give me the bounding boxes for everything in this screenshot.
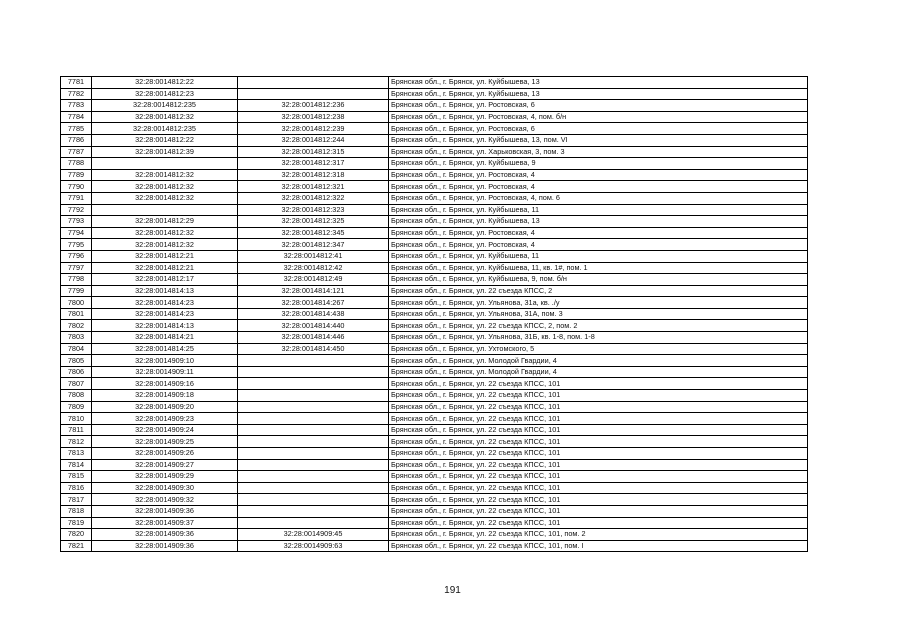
object-cadastral-number-cell — [238, 355, 389, 367]
address-cell: Брянская обл., г. Брянск, ул. 22 съезда КПСС, 101 — [389, 494, 808, 506]
parcel-cadastral-number-cell: 32:28:0014812:235 — [92, 100, 238, 112]
table-row — [61, 424, 808, 436]
object-cadastral-number-cell: 32:28:0014812:315 — [238, 146, 389, 158]
row-number-cell: 7786 — [61, 134, 92, 146]
address-cell: Брянская обл., г. Брянск, ул. Молодой Гвардии, 4 — [389, 366, 808, 378]
address-cell: Брянская обл., г. Брянск, ул. Ухтомского, 5 — [389, 343, 808, 355]
row-number-cell: 7809 — [61, 401, 92, 413]
table-row — [61, 343, 808, 355]
address-cell: Брянская обл., г. Брянск, ул. 22 съезда КПСС, 101, пом. I — [389, 540, 808, 552]
row-number-cell: 7793 — [61, 216, 92, 228]
address-cell: Брянская обл., г. Брянск, ул. Куйбышева, 9, пом. б/н — [389, 274, 808, 286]
parcel-cadastral-number-cell: 32:28:0014909:10 — [92, 355, 238, 367]
table-row — [61, 204, 808, 216]
object-cadastral-number-cell: 32:28:0014812:244 — [238, 134, 389, 146]
object-cadastral-number-cell — [238, 88, 389, 100]
table-row — [61, 308, 808, 320]
row-number-cell: 7783 — [61, 100, 92, 112]
table-row — [61, 366, 808, 378]
object-cadastral-number-cell — [238, 390, 389, 402]
table-row — [61, 262, 808, 274]
table-row — [61, 529, 808, 541]
parcel-cadastral-number-cell: 32:28:0014909:29 — [92, 471, 238, 483]
row-number-cell: 7805 — [61, 355, 92, 367]
row-number-cell: 7819 — [61, 517, 92, 529]
address-cell: Брянская обл., г. Брянск, ул. 22 съезда КПСС, 101 — [389, 505, 808, 517]
row-number-cell: 7817 — [61, 494, 92, 506]
parcel-cadastral-number-cell: 32:28:0014909:20 — [92, 401, 238, 413]
address-cell: Брянская обл., г. Брянск, ул. 22 съезда КПСС, 2 — [389, 285, 808, 297]
row-number-cell: 7812 — [61, 436, 92, 448]
row-number-cell: 7799 — [61, 285, 92, 297]
row-number-cell: 7801 — [61, 308, 92, 320]
address-cell: Брянская обл., г. Брянск, ул. Куйбышева, 11, кв. 1#, пом. 1 — [389, 262, 808, 274]
table-row — [61, 471, 808, 483]
table-row — [61, 448, 808, 460]
row-number-cell: 7816 — [61, 482, 92, 494]
parcel-cadastral-number-cell: 32:28:0014909:11 — [92, 366, 238, 378]
table-row — [61, 517, 808, 529]
row-number-cell: 7808 — [61, 390, 92, 402]
table-row — [61, 181, 808, 193]
object-cadastral-number-cell: 32:28:0014812:49 — [238, 274, 389, 286]
object-cadastral-number-cell: 32:28:0014909:45 — [238, 529, 389, 541]
table-row — [61, 169, 808, 181]
parcel-cadastral-number-cell: 32:28:0014814:13 — [92, 285, 238, 297]
address-cell: Брянская обл., г. Брянск, ул. 22 съезда КПСС, 101 — [389, 471, 808, 483]
parcel-cadastral-number-cell: 32:28:0014909:25 — [92, 436, 238, 448]
address-cell: Брянская обл., г. Брянск, ул. Ульянова, 31А, пом. 3 — [389, 308, 808, 320]
table-row — [61, 459, 808, 471]
table-row — [61, 146, 808, 158]
row-number-cell: 7794 — [61, 227, 92, 239]
parcel-cadastral-number-cell: 32:28:0014814:13 — [92, 320, 238, 332]
parcel-cadastral-number-cell: 32:28:0014909:32 — [92, 494, 238, 506]
row-number-cell: 7784 — [61, 111, 92, 123]
row-number-cell: 7789 — [61, 169, 92, 181]
table-row — [61, 123, 808, 135]
address-cell: Брянская обл., г. Брянск, ул. Ростовская, 4 — [389, 239, 808, 251]
row-number-cell: 7795 — [61, 239, 92, 251]
table-row — [61, 494, 808, 506]
address-cell: Брянская обл., г. Брянск, ул. Куйбышева, 11 — [389, 250, 808, 262]
row-number-cell: 7813 — [61, 448, 92, 460]
row-number-cell: 7820 — [61, 529, 92, 541]
address-cell: Брянская обл., г. Брянск, ул. Ростовская, 4 — [389, 227, 808, 239]
object-cadastral-number-cell — [238, 77, 389, 89]
object-cadastral-number-cell: 32:28:0014812:318 — [238, 169, 389, 181]
address-cell: Брянская обл., г. Брянск, ул. 22 съезда КПСС, 101 — [389, 517, 808, 529]
row-number-cell: 7785 — [61, 123, 92, 135]
parcel-cadastral-number-cell: 32:28:0014909:18 — [92, 390, 238, 402]
address-cell: Брянская обл., г. Брянск, ул. Молодой Гвардии, 4 — [389, 355, 808, 367]
parcel-cadastral-number-cell — [92, 158, 238, 170]
page-number: 191 — [444, 585, 461, 596]
object-cadastral-number-cell — [238, 482, 389, 494]
object-cadastral-number-cell — [238, 471, 389, 483]
address-cell: Брянская обл., г. Брянск, ул. 22 съезда КПСС, 101 — [389, 482, 808, 494]
address-cell: Брянская обл., г. Брянск, ул. Ульянова, 31Б, кв. 1-8, пом. 1-8 — [389, 332, 808, 344]
parcel-cadastral-number-cell: 32:28:0014814:21 — [92, 332, 238, 344]
table-row — [61, 285, 808, 297]
table-row — [61, 413, 808, 425]
address-cell: Брянская обл., г. Брянск, ул. Ростовская, 4 — [389, 169, 808, 181]
property-register-table — [60, 76, 808, 552]
table-row — [61, 505, 808, 517]
parcel-cadastral-number-cell: 32:28:0014812:235 — [92, 123, 238, 135]
object-cadastral-number-cell — [238, 436, 389, 448]
address-cell: Брянская обл., г. Брянск, ул. Ростовская, 6 — [389, 123, 808, 135]
address-cell: Брянская обл., г. Брянск, ул. 22 съезда КПСС, 101 — [389, 390, 808, 402]
parcel-cadastral-number-cell: 32:28:0014812:22 — [92, 134, 238, 146]
address-cell: Брянская обл., г. Брянск, ул. Ростовская, 4, пом. б/н — [389, 111, 808, 123]
table-row — [61, 88, 808, 100]
table-row — [61, 355, 808, 367]
address-cell: Брянская обл., г. Брянск, ул. 22 съезда КПСС, 101 — [389, 448, 808, 460]
table-row — [61, 250, 808, 262]
row-number-cell: 7806 — [61, 366, 92, 378]
row-number-cell: 7790 — [61, 181, 92, 193]
parcel-cadastral-number-cell — [92, 204, 238, 216]
table-row — [61, 216, 808, 228]
table-row — [61, 540, 808, 552]
table-row — [61, 158, 808, 170]
parcel-cadastral-number-cell: 32:28:0014812:21 — [92, 262, 238, 274]
object-cadastral-number-cell: 32:28:0014814:438 — [238, 308, 389, 320]
address-cell: Брянская обл., г. Брянск, ул. 22 съезда КПСС, 101 — [389, 424, 808, 436]
object-cadastral-number-cell — [238, 505, 389, 517]
row-number-cell: 7796 — [61, 250, 92, 262]
object-cadastral-number-cell: 32:28:0014812:236 — [238, 100, 389, 112]
parcel-cadastral-number-cell: 32:28:0014909:26 — [92, 448, 238, 460]
address-cell: Брянская обл., г. Брянск, ул. Куйбышева, 13 — [389, 88, 808, 100]
object-cadastral-number-cell: 32:28:0014812:325 — [238, 216, 389, 228]
parcel-cadastral-number-cell: 32:28:0014909:16 — [92, 378, 238, 390]
object-cadastral-number-cell: 32:28:0014812:317 — [238, 158, 389, 170]
object-cadastral-number-cell: 32:28:0014812:347 — [238, 239, 389, 251]
parcel-cadastral-number-cell: 32:28:0014812:32 — [92, 181, 238, 193]
address-cell: Брянская обл., г. Брянск, ул. Куйбышева, 9 — [389, 158, 808, 170]
address-cell: Брянская обл., г. Брянск, ул. Ростовская, 4 — [389, 181, 808, 193]
table-row — [61, 239, 808, 251]
table-row — [61, 332, 808, 344]
table-row — [61, 111, 808, 123]
address-cell: Брянская обл., г. Брянск, ул. 22 съезда КПСС, 101 — [389, 436, 808, 448]
parcel-cadastral-number-cell: 32:28:0014812:32 — [92, 227, 238, 239]
object-cadastral-number-cell: 32:28:0014812:322 — [238, 192, 389, 204]
row-number-cell: 7800 — [61, 297, 92, 309]
parcel-cadastral-number-cell: 32:28:0014814:23 — [92, 297, 238, 309]
row-number-cell: 7802 — [61, 320, 92, 332]
object-cadastral-number-cell — [238, 401, 389, 413]
table-row — [61, 378, 808, 390]
parcel-cadastral-number-cell: 32:28:0014909:23 — [92, 413, 238, 425]
row-number-cell: 7821 — [61, 540, 92, 552]
object-cadastral-number-cell — [238, 424, 389, 436]
object-cadastral-number-cell: 32:28:0014812:238 — [238, 111, 389, 123]
object-cadastral-number-cell: 32:28:0014812:41 — [238, 250, 389, 262]
row-number-cell: 7818 — [61, 505, 92, 517]
address-cell: Брянская обл., г. Брянск, ул. Куйбышева, 13 — [389, 77, 808, 89]
row-number-cell: 7792 — [61, 204, 92, 216]
row-number-cell: 7787 — [61, 146, 92, 158]
object-cadastral-number-cell — [238, 494, 389, 506]
parcel-cadastral-number-cell: 32:28:0014909:36 — [92, 540, 238, 552]
parcel-cadastral-number-cell: 32:28:0014812:32 — [92, 111, 238, 123]
object-cadastral-number-cell: 32:28:0014812:323 — [238, 204, 389, 216]
table-row — [61, 77, 808, 89]
object-cadastral-number-cell — [238, 413, 389, 425]
parcel-cadastral-number-cell: 32:28:0014814:23 — [92, 308, 238, 320]
table-row — [61, 297, 808, 309]
table-row — [61, 436, 808, 448]
object-cadastral-number-cell — [238, 459, 389, 471]
object-cadastral-number-cell: 32:28:0014812:239 — [238, 123, 389, 135]
parcel-cadastral-number-cell: 32:28:0014909:27 — [92, 459, 238, 471]
object-cadastral-number-cell — [238, 366, 389, 378]
address-cell: Брянская обл., г. Брянск, ул. 22 съезда КПСС, 101, пом. 2 — [389, 529, 808, 541]
address-cell: Брянская обл., г. Брянск, ул. Куйбышева, 13 — [389, 216, 808, 228]
parcel-cadastral-number-cell: 32:28:0014812:29 — [92, 216, 238, 228]
parcel-cadastral-number-cell: 32:28:0014812:32 — [92, 169, 238, 181]
table-row — [61, 401, 808, 413]
address-cell: Брянская обл., г. Брянск, ул. 22 съезда КПСС, 2, пом. 2 — [389, 320, 808, 332]
row-number-cell: 7810 — [61, 413, 92, 425]
address-cell: Брянская обл., г. Брянск, ул. 22 съезда КПСС, 101 — [389, 413, 808, 425]
table-row — [61, 192, 808, 204]
address-cell: Брянская обл., г. Брянск, ул. Куйбышева, 11 — [389, 204, 808, 216]
parcel-cadastral-number-cell: 32:28:0014812:23 — [92, 88, 238, 100]
table-row — [61, 320, 808, 332]
table-row — [61, 227, 808, 239]
parcel-cadastral-number-cell: 32:28:0014812:32 — [92, 239, 238, 251]
object-cadastral-number-cell — [238, 448, 389, 460]
address-cell: Брянская обл., г. Брянск, ул. Ростовская, 4, пом. 6 — [389, 192, 808, 204]
parcel-cadastral-number-cell: 32:28:0014812:21 — [92, 250, 238, 262]
object-cadastral-number-cell: 32:28:0014812:42 — [238, 262, 389, 274]
object-cadastral-number-cell — [238, 378, 389, 390]
object-cadastral-number-cell: 32:28:0014909:63 — [238, 540, 389, 552]
address-cell: Брянская обл., г. Брянск, ул. 22 съезда КПСС, 101 — [389, 378, 808, 390]
row-number-cell: 7804 — [61, 343, 92, 355]
row-number-cell: 7782 — [61, 88, 92, 100]
object-cadastral-number-cell: 32:28:0014812:321 — [238, 181, 389, 193]
table-row — [61, 274, 808, 286]
object-cadastral-number-cell: 32:28:0014814:450 — [238, 343, 389, 355]
object-cadastral-number-cell: 32:28:0014814:267 — [238, 297, 389, 309]
row-number-cell: 7791 — [61, 192, 92, 204]
register-sheet — [60, 76, 808, 552]
parcel-cadastral-number-cell: 32:28:0014814:25 — [92, 343, 238, 355]
address-cell: Брянская обл., г. Брянск, ул. Ростовская, 6 — [389, 100, 808, 112]
row-number-cell: 7781 — [61, 77, 92, 89]
address-cell: Брянская обл., г. Брянск, ул. 22 съезда КПСС, 101 — [389, 401, 808, 413]
parcel-cadastral-number-cell: 32:28:0014812:32 — [92, 192, 238, 204]
row-number-cell: 7811 — [61, 424, 92, 436]
parcel-cadastral-number-cell: 32:28:0014909:30 — [92, 482, 238, 494]
object-cadastral-number-cell — [238, 517, 389, 529]
row-number-cell: 7797 — [61, 262, 92, 274]
table-row — [61, 100, 808, 112]
object-cadastral-number-cell: 32:28:0014814:121 — [238, 285, 389, 297]
object-cadastral-number-cell: 32:28:0014814:440 — [238, 320, 389, 332]
address-cell: Брянская обл., г. Брянск, ул. 22 съезда КПСС, 101 — [389, 459, 808, 471]
object-cadastral-number-cell: 32:28:0014812:345 — [238, 227, 389, 239]
address-cell: Брянская обл., г. Брянск, ул. Харьковская, 3, пом. 3 — [389, 146, 808, 158]
table-row — [61, 134, 808, 146]
parcel-cadastral-number-cell: 32:28:0014909:36 — [92, 529, 238, 541]
row-number-cell: 7803 — [61, 332, 92, 344]
table-row — [61, 390, 808, 402]
parcel-cadastral-number-cell: 32:28:0014909:36 — [92, 505, 238, 517]
parcel-cadastral-number-cell: 32:28:0014909:37 — [92, 517, 238, 529]
object-cadastral-number-cell: 32:28:0014814:446 — [238, 332, 389, 344]
register-table-body — [61, 77, 808, 552]
parcel-cadastral-number-cell: 32:28:0014812:39 — [92, 146, 238, 158]
address-cell: Брянская обл., г. Брянск, ул. Ульянова, 31а, кв. ./у — [389, 297, 808, 309]
row-number-cell: 7814 — [61, 459, 92, 471]
row-number-cell: 7788 — [61, 158, 92, 170]
parcel-cadastral-number-cell: 32:28:0014909:24 — [92, 424, 238, 436]
address-cell: Брянская обл., г. Брянск, ул. Куйбышева, 13, пом. VI — [389, 134, 808, 146]
parcel-cadastral-number-cell: 32:28:0014812:17 — [92, 274, 238, 286]
row-number-cell: 7798 — [61, 274, 92, 286]
parcel-cadastral-number-cell: 32:28:0014812:22 — [92, 77, 238, 89]
table-row — [61, 482, 808, 494]
row-number-cell: 7815 — [61, 471, 92, 483]
row-number-cell: 7807 — [61, 378, 92, 390]
